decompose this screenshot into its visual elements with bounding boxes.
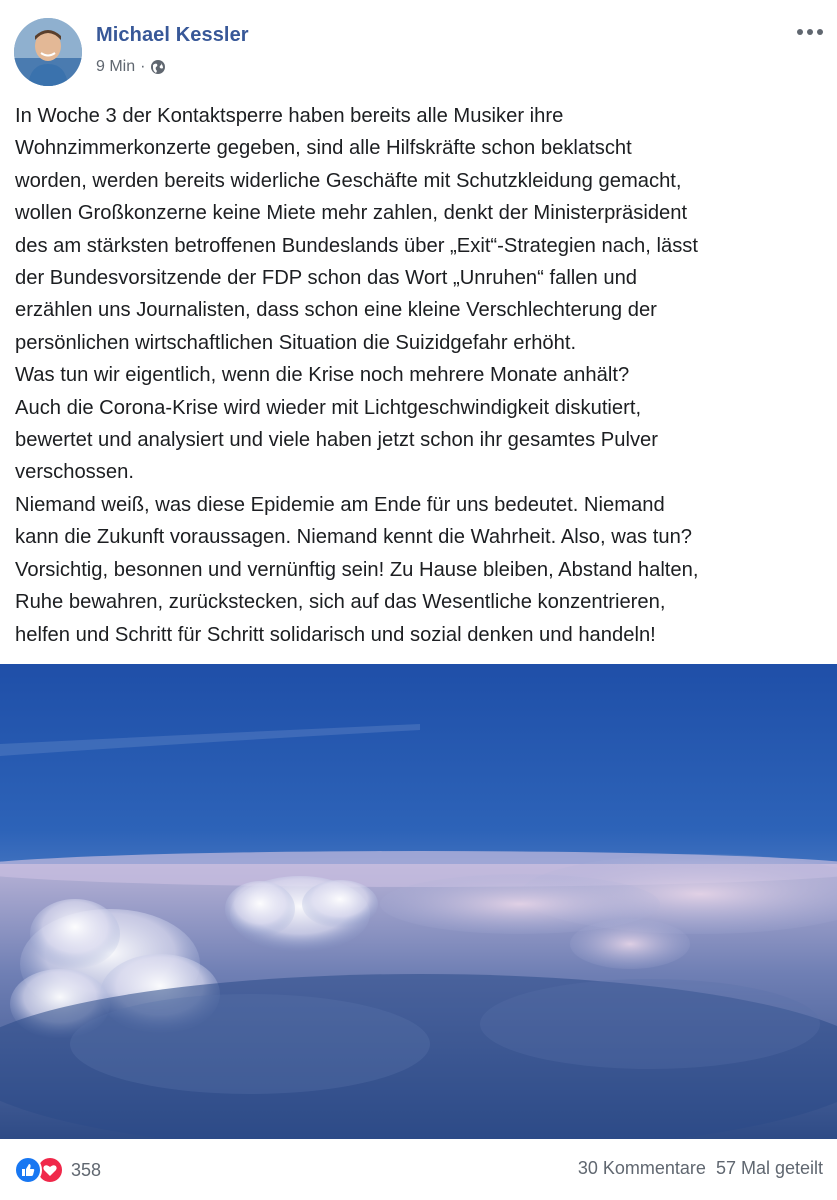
reactions-summary[interactable] bbox=[14, 1156, 101, 1184]
more-dot bbox=[797, 29, 803, 35]
post-header bbox=[0, 0, 837, 100]
like-icon bbox=[14, 1156, 42, 1184]
globe-icon[interactable] bbox=[150, 59, 166, 75]
post-stats bbox=[578, 1158, 823, 1179]
more-dot bbox=[817, 29, 823, 35]
more-options-icon[interactable] bbox=[793, 18, 827, 46]
comments-count-link[interactable]: 30 Kommentare bbox=[577, 1158, 706, 1178]
post-photo[interactable] bbox=[0, 664, 837, 1139]
author-name[interactable]: Michael Kessler bbox=[96, 24, 249, 46]
reaction-count: 358 bbox=[71, 1159, 102, 1180]
post-meta bbox=[96, 58, 166, 76]
post-text: In Woche 3 der Kontaktsperre haben bereits alle Musiker ihre Wohnzimmerkonzerte gegeben, sind alle Hilfskräfte schon beklatscht worden, werden bereits widerliche Geschäfte mit Schutzkleidung gemacht, wollen Großkonzerne keine Miete mehr zahlen, denkt der Ministerpräsident des am stärksten betroffenen Bundeslands über „Exit“-Strategien nach, lässt der Bundesvorsitzende der FDP schon das Wort „Unruhen“ fallen und erzählen uns Journalisten, dass schon eine kleine Verschlechterung der persönlichen wirtschaftlichen Situation die Suizidgefahr erhöht. Was tun wir eigentlich, wenn die Krise noch mehrere Monate anhält? Auch die Corona-Krise wird wieder mit Lichtgeschwindigkeit diskutiert, bewertet und analysiert und viele haben jetzt schon ihr gesamtes Pulver verschossen. Niemand weiß, was diese Epidemie am Ende für uns bedeutet. Niemand kann die Zukunft voraussagen. Niemand kennt die Wahrheit. Also, was tun? Vorsichtig, besonnen und vernünftig sein! Zu Hause bleiben, Abstand halten, Ruhe bewahren, zurückstecken, sich auf das Wesentliche konzentrieren, helfen und Schritt für Schritt solidarisch und sozial denken und handeln! bbox=[15, 105, 699, 646]
sky-clouds-image bbox=[0, 664, 837, 1139]
author-avatar[interactable] bbox=[14, 18, 82, 86]
post-footer bbox=[0, 1140, 837, 1200]
avatar-image bbox=[14, 18, 82, 86]
shares-count-link[interactable]: 57 Mal geteilt bbox=[715, 1158, 823, 1178]
meta-separator: · bbox=[140, 58, 146, 75]
post-timestamp[interactable]: 9 Min bbox=[96, 58, 136, 75]
more-dot bbox=[807, 29, 813, 35]
